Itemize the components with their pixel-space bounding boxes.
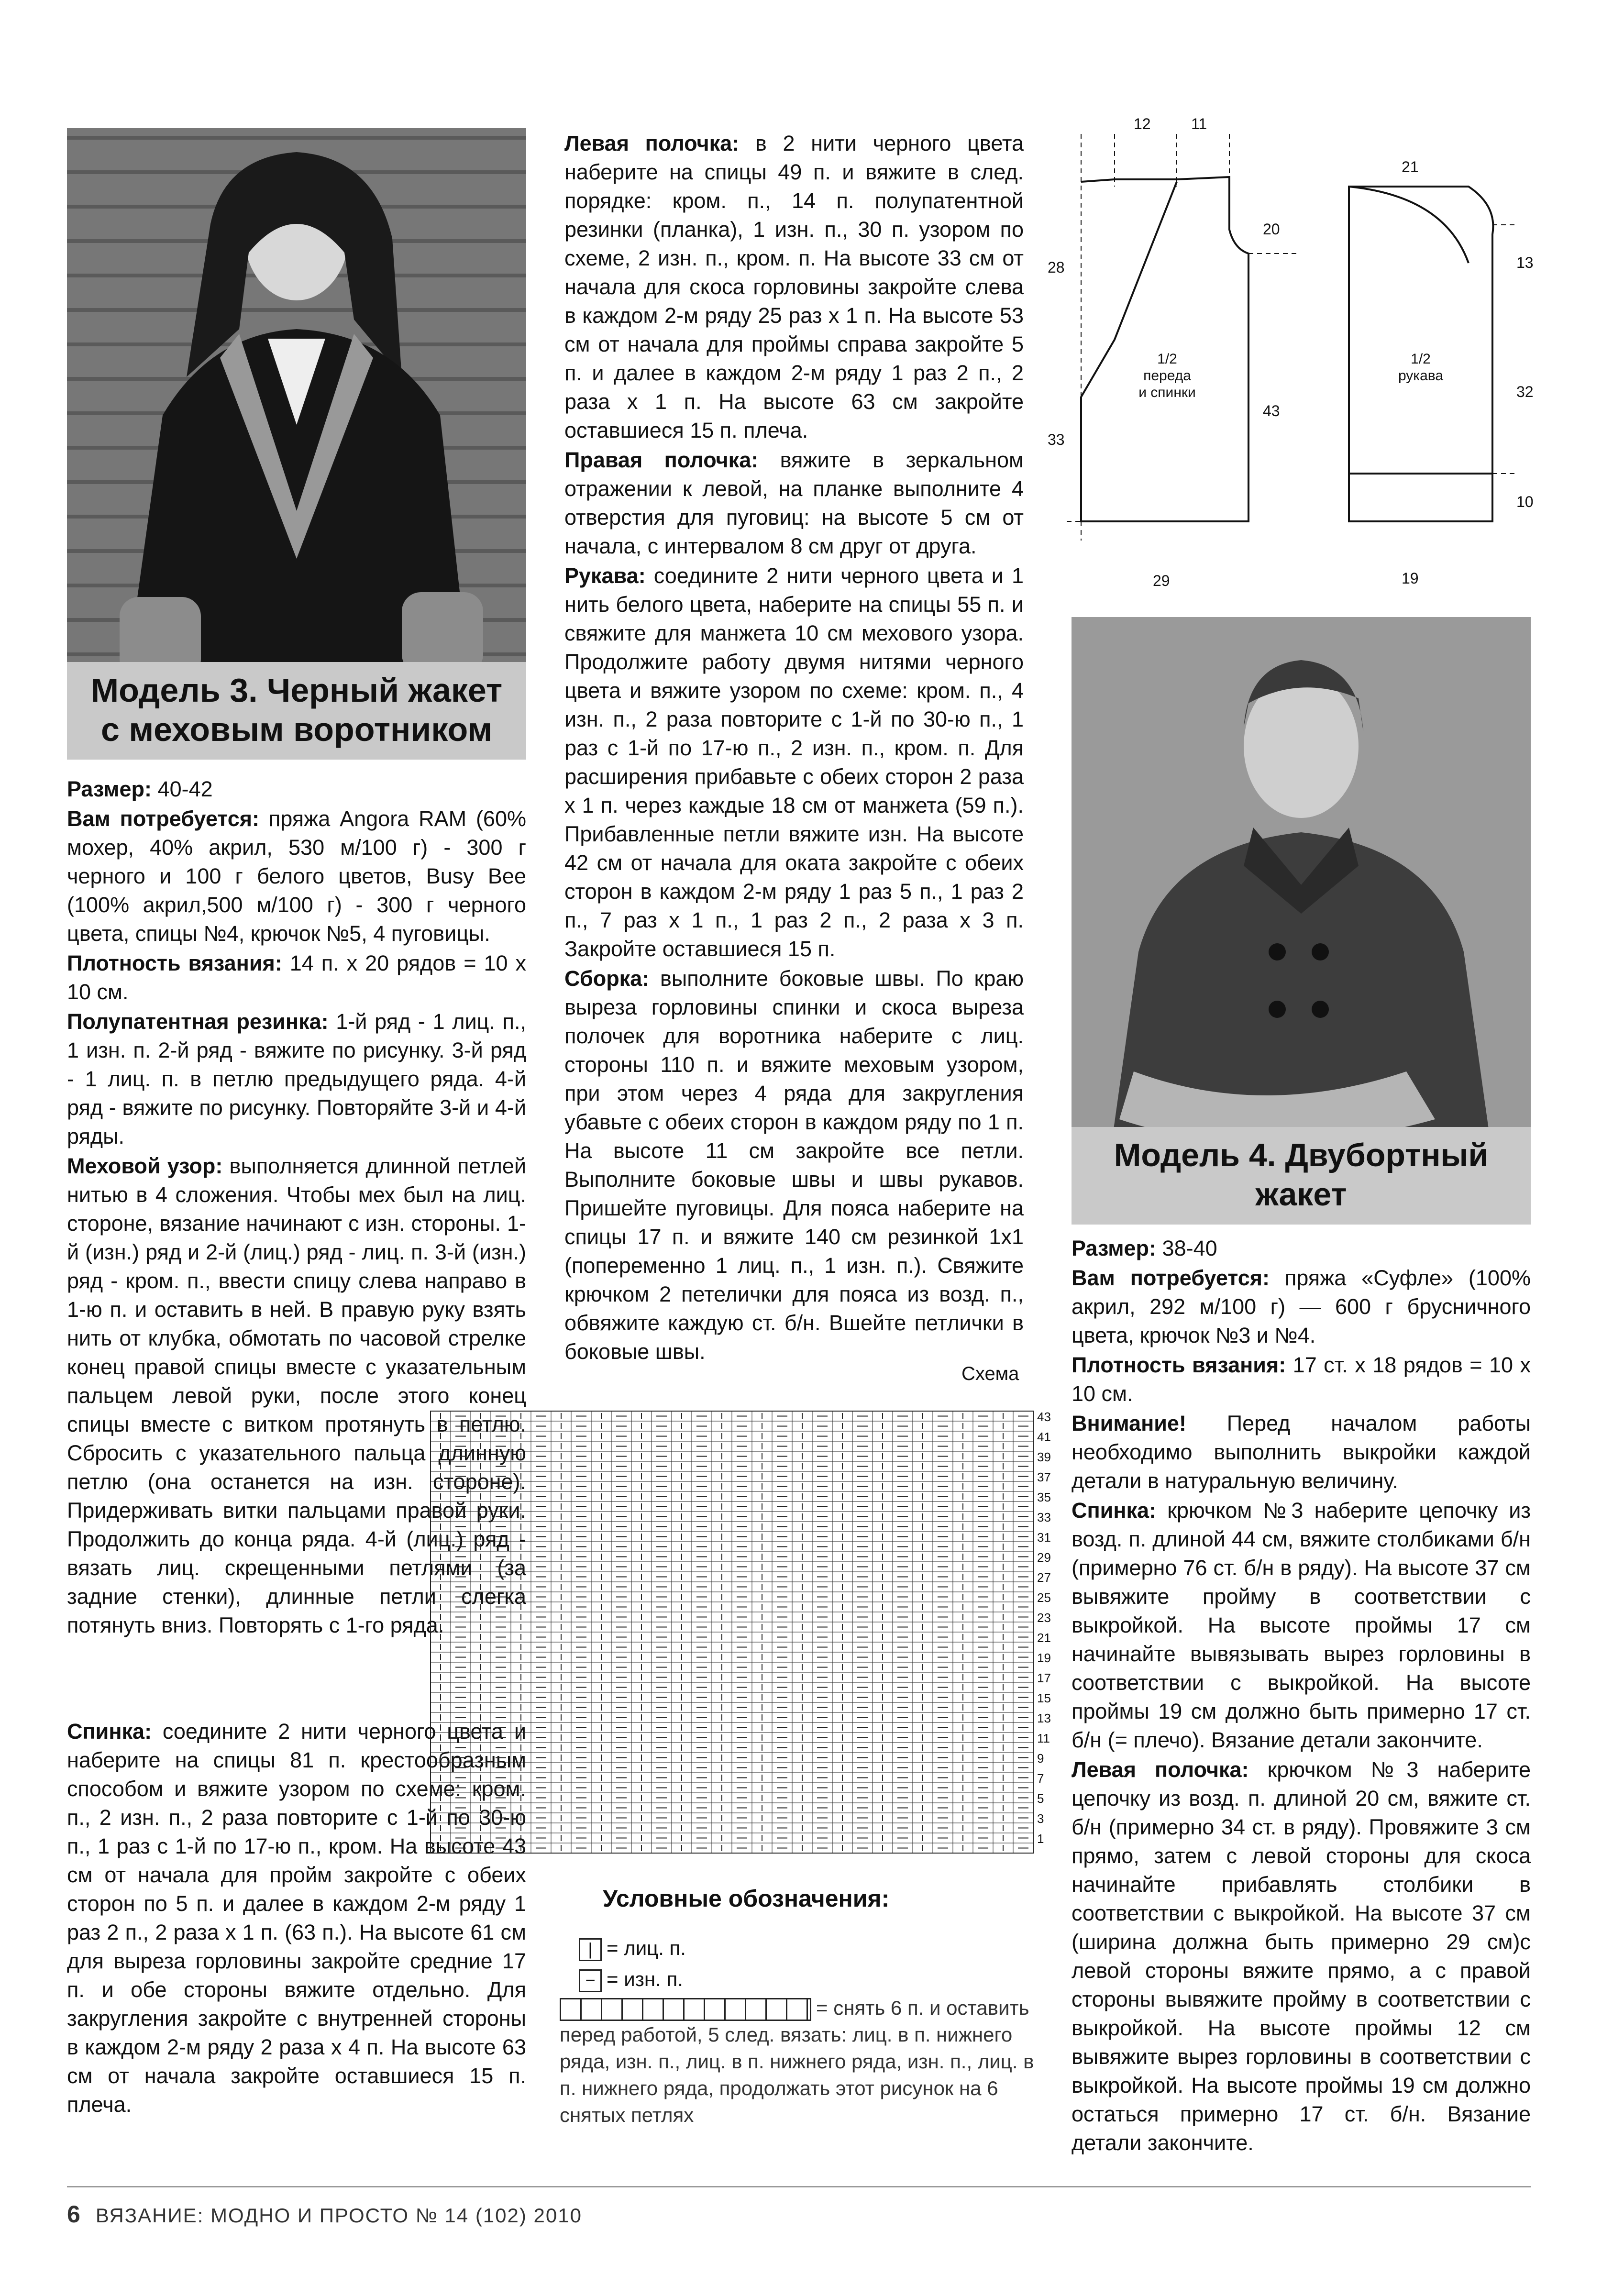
row-number: 17	[1037, 1671, 1051, 1685]
attention-paragraph	[1072, 1409, 1531, 1495]
dim-label: 10	[1516, 493, 1534, 510]
knit-symbol-icon: |	[579, 1938, 602, 1961]
footer	[67, 2200, 582, 2228]
model3-photo	[67, 128, 526, 760]
back-paragraph	[1072, 1496, 1531, 1755]
assembly-paragraph	[564, 964, 1024, 1366]
left-front-paragraph	[1072, 1755, 1531, 2157]
text: 38-40	[1156, 1236, 1217, 1260]
caption-line: Модель 3. Черный жакет	[90, 672, 503, 709]
rib-paragraph	[67, 1007, 526, 1151]
sleeve-label: рукава	[1398, 368, 1444, 384]
row-number: 27	[1037, 1570, 1051, 1585]
text: соедините 2 нити черного цвета и наберите на спицы 81 п. крестообразным способом и вяжите узором по схеме: кром. п., 2 изн. п., 2 раза повторите с 1-й по 30-ю п., 1 раз с 1-й по 17-ю п., кром. На высоте 43 см от начала для пройм закройте с обеих сторон по 5 п. и далее в каждом 2-м ряду 1 раз 2 п., 2 раза х 1 п. (63 п.). На высоте 61 см для выреза горловины закройте средние 17 п. и обе стороны вяжите отдельно. Для закругления закройте с внутренней стороны в каждом 2-м ряду 2 раза х 4 п. На высоте 63 см от начала закройте оставшиеся 15 п. плеча.	[67, 1719, 526, 2117]
footer-rule	[67, 2186, 1531, 2187]
text: выполните боковые швы. По краю выреза горловины спинки и скоса выреза полочек для воротника наберите с лиц. стороны 110 п. и вяжите меховым узором, при этом через 4 ряда для закругления убавьте с обеих сторон в каждом ряду по 1 п. На высоте 11 см закройте все петли. Выполните боковые швы и швы рукавов. Пришейте пуговицы. Для пояса наберите на спицы 17 п. и вяжите 140 см резинкой 1х1 (попеременно 1 лиц. п., 1 изн. п.). Свяжите крючком 2 петелички для пояса из возд. п., обвяжите каждую ст. б/н. Вшейте петлички в боковые швы.	[564, 966, 1024, 1364]
dim-label: 28	[1048, 259, 1065, 276]
size-paragraph	[67, 775, 526, 804]
row-number: 9	[1037, 1751, 1044, 1766]
model4-caption: Модель 4. Двубортный жакет	[1072, 1127, 1531, 1225]
row-number: 43	[1037, 1410, 1051, 1424]
row-number: 23	[1037, 1611, 1051, 1625]
row-number: 35	[1037, 1490, 1051, 1504]
label: Левая полочка:	[1072, 1757, 1249, 1782]
purl-symbol-icon: −	[579, 1969, 602, 1992]
label: Вам потребуется:	[67, 806, 259, 831]
text: выполняется длинной петлей нитью в 4 сложения. Чтобы мех был на лиц. стороне, вязание начинают с изн. стороны. 1-й (изн.) ряд и 2-й (лиц.) ряд - лиц. п. 3-й (изн.) ряд - кром. п., ввести спицу слева направо в 1-ю п. и оставить в ней. В правую руку взять нить от клубка, обмотать по часовой стрелке конец правой спицы вместе с указательным пальцем левой руки, после этого конец спицы вместе с витком протянуть в петлю. Сбросить с указательного пальца длинную петлю (она останется на изн. стороне). Придерживать витки пальцами правой руки. Продолжить до конца ряда. 4-й (лиц.) ряд - вязать лиц. скрещенными петлями (за задние стенки), длинные петли слегка потянуть вниз. Повторять с 1-го ряда.	[67, 1154, 526, 1637]
row-number: 15	[1037, 1691, 1051, 1705]
front-back-label: переда	[1143, 368, 1191, 384]
text: 40-42	[152, 777, 213, 801]
row-number: 41	[1037, 1430, 1051, 1444]
label: Спинка:	[67, 1719, 152, 1744]
row-number: 21	[1037, 1631, 1051, 1645]
right-front-paragraph	[564, 446, 1024, 561]
dim-label: 13	[1516, 254, 1534, 271]
label: Полупатентная резинка:	[67, 1009, 329, 1034]
legend-text: = снять 6 п. и оставить перед работой, 5 след. вязать: лиц. в п. нижнего ряда, изн. п., лиц. в п. нижнего ряда, изн. п., лиц. в п. нижнего ряда, продолжать этот рисунок на 6 снятых петлях	[560, 1997, 1034, 2126]
knitting-scheme	[421, 1402, 1062, 1870]
row-number: 37	[1037, 1470, 1051, 1484]
text: крючком №3 наберите цепочку из возд. п. длиной 20 см, вяжите ст. б/н (примерно 34 ст. в ряду). Провяжите 3 см прямо, затем с левой стороны для скоса начинайте прибавлять столбики в соответствии с выкройкой. На высоте 37 см (ширина должна быть примерно 29 см)с левой стороны вяжите прямо, а с правой стороны вывяжите пройму в соответствии с выкройкой. На высоте проймы 12 см вывяжите вырез горловины в соответствии с выкройкой. На высоте проймы 19 см должно остаться примерно 17 ст. б/н. Вязание детали закончите.	[1072, 1757, 1531, 2155]
label: Сборка:	[564, 966, 650, 991]
text: 1-й ряд - 1 лиц. п., 1 изн. п. 2-й ряд - вяжите по рисунку. 3-й ряд - 1 лиц. п. в петлю предыдущего ряда. 4-й ряд - вяжите по рисунку. Повторяйте 3-й и 4-й ряды.	[67, 1009, 526, 1148]
text: в 2 нити черного цвета наберите на спицы 49 п. и вяжите в след. порядке: кром. п., 14 п. полупатентной резинки (планка), 1 изн. п., 30 п. узором по схеме, 2 изн. п., кром. п. На высоте 33 см от начала для скоса горловины закройте слева в каждом 2-м ряду 25 раз х 1 п. На высоте 53 см от начала для проймы справа закройте 5 п. и далее в каждом 2-м ряду 1 раз 2 п., 2 раза х 1 п. На высоте 63 см закройте оставшиеся 15 п. плеча.	[564, 131, 1024, 442]
magazine-title: ВЯЗАНИЕ: МОДНО И ПРОСТО № 14 (102) 2010	[95, 2204, 582, 2227]
label: Правая полочка:	[564, 448, 759, 472]
row-number: 31	[1037, 1530, 1051, 1545]
pattern-diagram	[1038, 110, 1555, 589]
model3-caption	[67, 662, 526, 760]
dim-label: 29	[1153, 572, 1170, 589]
row-number: 19	[1037, 1651, 1051, 1665]
materials-paragraph	[67, 805, 526, 948]
text: 17 ст. х 18 рядов = 10 х 10 см.	[1072, 1353, 1531, 1406]
page-number: 6	[67, 2201, 81, 2228]
label: Левая полочка:	[564, 131, 740, 155]
dim-label: 43	[1263, 402, 1280, 419]
size-paragraph	[1072, 1234, 1531, 1263]
legend-text: = лиц. п.	[607, 1937, 686, 1959]
legend-knit	[579, 1935, 686, 1962]
label: Внимание!	[1072, 1411, 1186, 1435]
label: Размер:	[1072, 1236, 1157, 1260]
materials-paragraph	[1072, 1264, 1531, 1350]
row-number: 11	[1037, 1731, 1050, 1745]
density-paragraph	[67, 949, 526, 1006]
sleeve-label: 1/2	[1411, 351, 1431, 367]
legend-title: Условные обозначения:	[603, 1885, 890, 1912]
row-number: 13	[1037, 1711, 1051, 1725]
row-number: 1	[1037, 1832, 1044, 1846]
legend-text: = изн. п.	[607, 1968, 683, 1990]
text: вяжите в зеркальном отражении к левой, на планке выполните 4 отверстия для пуговиц: на высоте 5 см от начала, с интервалом 8 см друг от друга.	[564, 448, 1024, 558]
row-number: 7	[1037, 1771, 1044, 1786]
dim-label: 12	[1134, 115, 1151, 132]
dim-label: 33	[1048, 431, 1065, 448]
label: Плотность вязания:	[67, 951, 282, 975]
text: соедините 2 нити черного цвета и 1 нить белого цвета, наберите на спицы 55 п. и свяжите для манжета 10 см мехового узора. Продолжите работу двумя нитями черного цвета и вяжите узором по схеме: кром. п., 4 изн. п., 2 раза повторите с 1-й по 30-ю п., 1 раз с 1-й по 17-ю п., 2 изн. п., кром. п. Для расширения прибавьте с обеих сторон 2 раза х 1 п. через каждые 18 см от манжета (59 п.). Прибавленные петли вяжите изн. На высоте 42 см от начала для оката закройте с обеих сторон в каждом 2-м ряду 1 раз 5 п., 1 раз 2 п., 7 раз х 1 п., 1 раз 2 п., 2 раза х 3 п. Закройте оставшиеся 15 п.	[564, 563, 1024, 961]
row-number: 5	[1037, 1791, 1044, 1806]
front-back-label: 1/2	[1157, 351, 1177, 367]
dim-label: 21	[1402, 158, 1419, 176]
label: Рукава:	[564, 563, 646, 588]
text: 14 п. х 20 рядов = 10 х 10 см.	[67, 951, 526, 1004]
dim-label: 20	[1263, 221, 1280, 238]
label: Размер:	[67, 777, 152, 801]
front-back-label: и спинки	[1138, 385, 1196, 400]
row-number: 3	[1037, 1811, 1044, 1826]
row-number: 39	[1037, 1450, 1051, 1464]
label: Плотность вязания:	[1072, 1353, 1286, 1377]
model4-photo	[1072, 617, 1531, 1225]
label: Вам потребуется:	[1072, 1266, 1270, 1290]
label: Спинка:	[1072, 1498, 1157, 1523]
cable-symbol-icon	[560, 1998, 811, 2021]
column-2	[564, 129, 1024, 1367]
dim-label: 32	[1516, 383, 1534, 400]
dim-label: 11	[1191, 115, 1207, 132]
sleeves-paragraph	[564, 562, 1024, 963]
dim-label: 19	[1402, 570, 1419, 587]
scheme-title: Схема	[961, 1363, 1019, 1384]
label: Меховой узор:	[67, 1154, 223, 1178]
legend-cable	[560, 1995, 1038, 2129]
density-paragraph	[1072, 1351, 1531, 1408]
legend-purl	[579, 1966, 683, 1993]
text: крючком №3 наберите цепочку из возд. п. длиной 44 см, вяжите столбиками б/н (примерно 76 ст. б/н в ряду). На высоте 37 см вывяжите пройму в соответствии с выкройкой. На высоте проймы 17 см начинайте вывязывать вырез горловины в соответствии с выкройкой. На высоте проймы 19 см должно быть примерно 17 ст. б/н (= плечо). Вязание детали закончите.	[1072, 1498, 1531, 1752]
row-number: 25	[1037, 1590, 1051, 1605]
row-number: 33	[1037, 1510, 1051, 1524]
caption-line: с меховым воротником	[100, 711, 493, 748]
row-number: 29	[1037, 1550, 1051, 1565]
text: Перед началом работы необходимо выполнить выкройки каждой детали в натуральную величину.	[1072, 1411, 1531, 1493]
left-front-paragraph	[564, 129, 1024, 445]
text: пряжа «Суфле» (100% акрил, 292 м/100 г) — 600 г брусничного цвета, крючок №3 и №4.	[1072, 1266, 1531, 1347]
column-3	[1072, 1234, 1531, 2158]
text: пряжа Angora RAM (60% мохер, 40% акрил, 530 м/100 г) - 300 г черного и 100 г белого цветов, Busy Bee (100% акрил,500 м/100 г) - 300 г черного цвета, спицы №4, крючок №5, 4 пуговицы.	[67, 806, 526, 946]
